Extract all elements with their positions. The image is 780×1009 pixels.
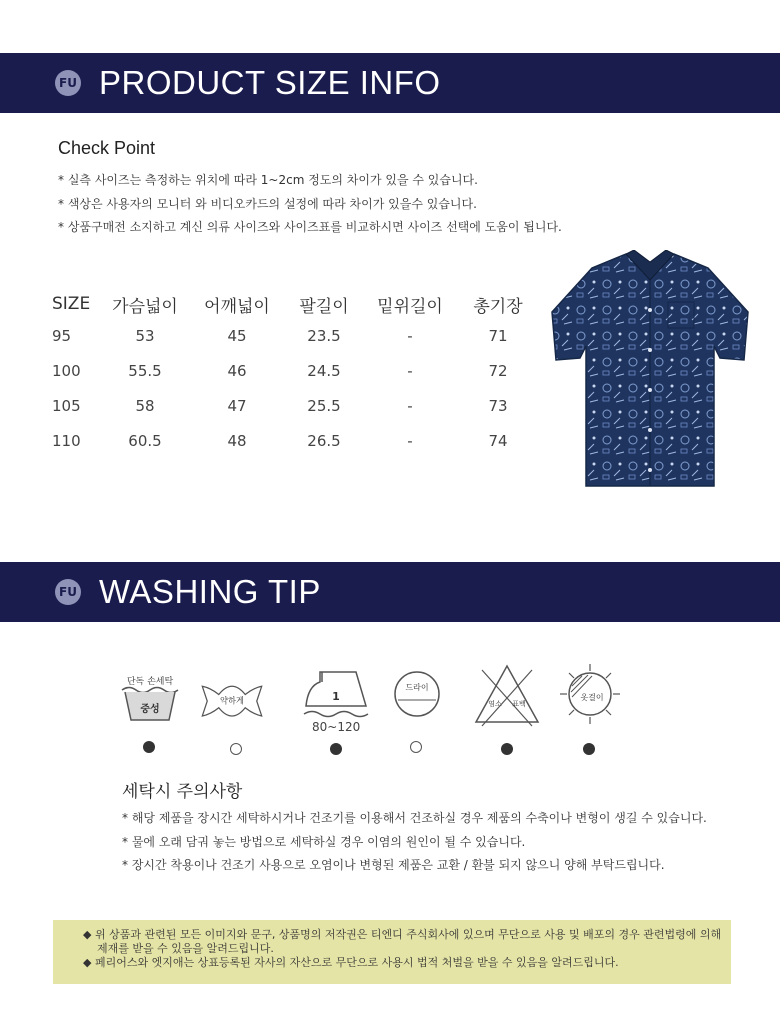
table-cell: 46 (227, 361, 247, 380)
table-cell: 26.5 (307, 431, 341, 450)
copyright-line: ◆ 위 상품과 관련된 모든 이미지와 문구, 상품명의 저작권은 티엔디 주식회사에 있으며 무단으로 사용 및 배포의 경우 관련법령에 의해 (83, 928, 722, 941)
table-cell: 95 (52, 326, 72, 345)
check-point-title: Check Point (58, 138, 156, 158)
section-title: WASHING TIP (99, 573, 321, 610)
hand-wash-bottom-label: 중성 (140, 704, 160, 715)
table-row (48, 353, 538, 388)
copyright-line: 제재를 받을 수 있음을 알려드립니다. (97, 942, 274, 955)
bleach-right-label: 표백 (512, 700, 526, 708)
table-cell: 48 (227, 431, 247, 450)
hang-dry-icon (558, 662, 622, 732)
table-row (48, 318, 538, 353)
table-cell: 74 (488, 431, 508, 450)
section-title: PRODUCT SIZE INFO (99, 64, 441, 101)
bleach-indicator-dot (501, 743, 513, 755)
copyright-notice (53, 920, 731, 984)
table-cell: 53 (135, 326, 155, 345)
dry-clean-label: 드라이 (405, 683, 429, 692)
table-cell: 23.5 (307, 326, 341, 345)
header-cell: SIZE (52, 294, 91, 314)
iron-number: 1 (332, 690, 340, 703)
shirt-icon (548, 250, 752, 490)
dry-clean-icon (391, 662, 443, 732)
header-cell: 총기장 (473, 296, 523, 317)
size-table (48, 290, 538, 458)
brand-logo-icon: FU (55, 579, 81, 605)
hand-wash-icon (117, 662, 183, 732)
bleach-left-label: 염소 (488, 700, 502, 708)
wring-indicator-dot (230, 743, 242, 755)
table-cell: 110 (52, 431, 81, 450)
check-point-note: * 색상은 사용자의 모니터 와 비디오카드의 설정에 따라 차이가 있을수 있습니다. (58, 197, 477, 211)
header-cell: 가슴넓이 (112, 296, 178, 317)
washing-tip-header (0, 562, 780, 622)
hand-wash-top-label: 단독 손세탁 (126, 677, 174, 687)
washing-caution-note: * 물에 오래 담궈 놓는 방법으로 세탁하실 경우 이염의 원인이 될 수 있습니다. (122, 835, 526, 849)
table-cell: 58 (135, 396, 155, 415)
table-cell: 73 (488, 396, 508, 415)
table-cell: - (407, 431, 413, 450)
table-cell: - (407, 396, 413, 415)
table-cell: 55.5 (128, 361, 162, 380)
header-cell: 어깨넓이 (204, 296, 270, 317)
check-point-note: * 실측 사이즈는 측정하는 위치에 따라 1~2cm 정도의 차이가 있을 수 있습니다. (58, 173, 478, 187)
wring-icon (199, 662, 265, 732)
table-cell: 47 (227, 396, 247, 415)
copyright-line: ◆ 페리어스와 엣지애는 상표등록된 자사의 자산으로 무단으로 사용시 법적 처벌을 받을 수 있음을 알려드립니다. (83, 956, 619, 969)
washing-caution-title: 세탁시 주의사항 (122, 782, 243, 802)
table-cell: - (407, 326, 413, 345)
header-cell: 팔길이 (299, 296, 349, 317)
hand-wash-indicator-dot (143, 741, 155, 753)
hang-dry-indicator-dot (583, 743, 595, 755)
table-cell: - (407, 361, 413, 380)
brand-logo-icon: FU (55, 70, 81, 96)
check-point-note: * 상품구매전 소지하고 계신 의류 사이즈와 사이즈표를 비교하시면 사이즈 선택에 도움이 됩니다. (58, 220, 562, 234)
table-cell: 72 (488, 361, 508, 380)
iron-temperature-range: 80~120 (312, 720, 361, 734)
hang-dry-label: 옷걸이 (580, 693, 604, 702)
table-cell: 100 (52, 361, 81, 380)
table-row (48, 388, 538, 423)
table-cell: 24.5 (307, 361, 341, 380)
dry-clean-indicator-dot (410, 741, 422, 753)
table-cell: 45 (227, 326, 247, 345)
table-cell: 71 (488, 326, 508, 345)
header-cell: 밑위길이 (377, 296, 443, 317)
table-cell: 25.5 (307, 396, 341, 415)
washing-caution-note: * 해당 제품을 장시간 세탁하시거나 건조기를 이용해서 건조하실 경우 제품의 수축이나 변형이 생길 수 있습니다. (122, 811, 707, 825)
washing-caution-note: * 장시간 착용이나 건조기 사용으로 오염이나 변형된 제품은 교환 / 환불 되지 않으니 양해 부탁드립니다. (122, 858, 665, 872)
product-size-info-header (0, 53, 780, 113)
table-row (48, 423, 538, 458)
table-cell: 60.5 (128, 431, 162, 450)
wring-label: 약하게 (220, 695, 244, 706)
size-table-header (48, 290, 538, 318)
iron-indicator-dot (330, 743, 342, 755)
table-cell: 105 (52, 396, 81, 415)
bleach-icon (472, 662, 542, 732)
